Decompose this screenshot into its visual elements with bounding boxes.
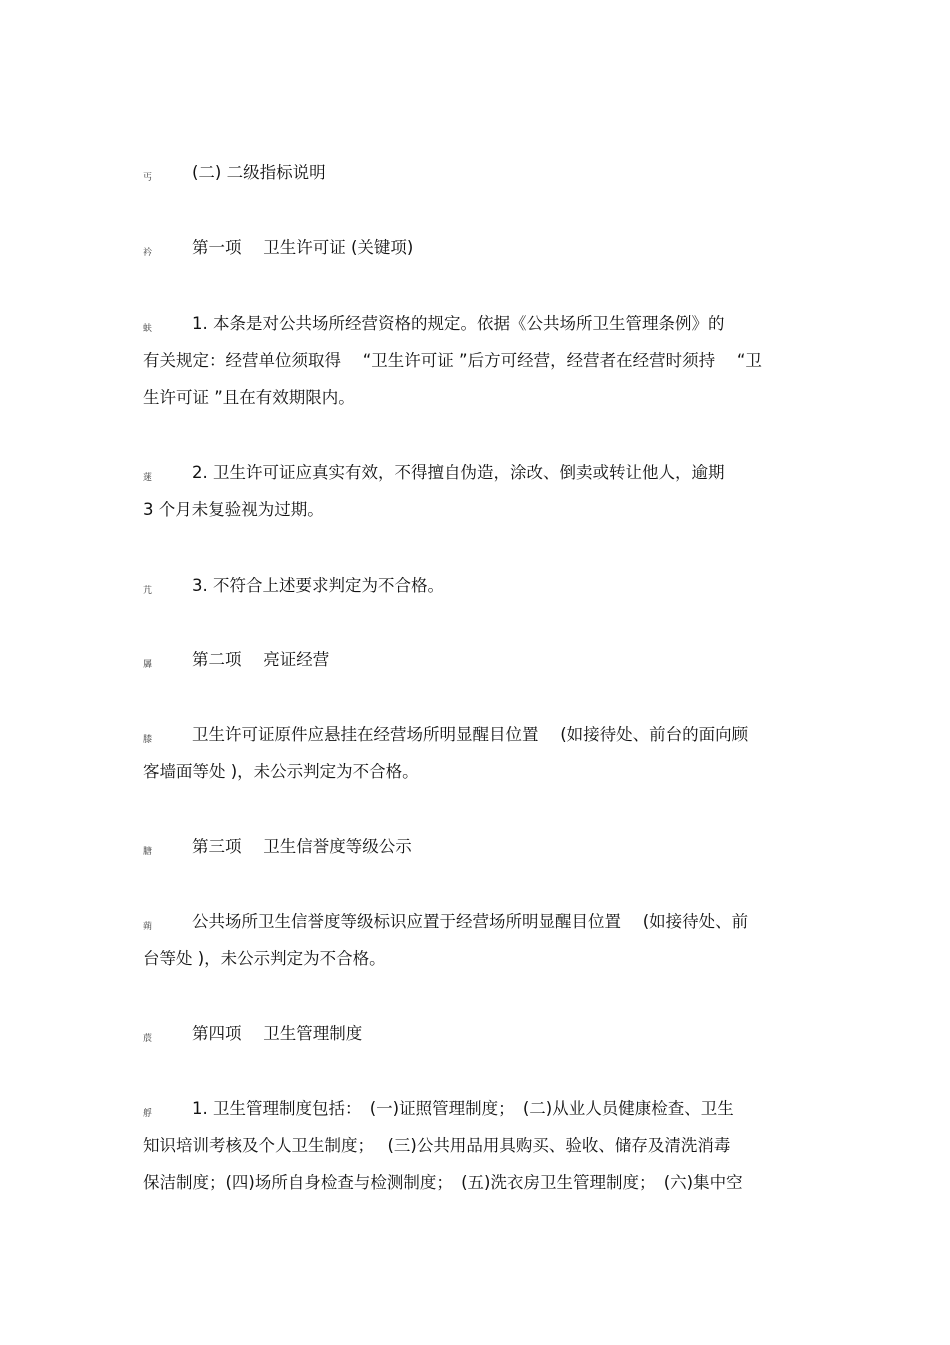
text-line: 客墙面等处 )，未公示判定为不合格。 <box>143 762 419 781</box>
paragraph-marker: 艀 <box>143 1109 153 1119</box>
text-line: 3 个月未复验视为过期。 <box>143 500 324 519</box>
paragraph-marker: 膅 <box>143 847 153 857</box>
paragraph-marker: 膝 <box>143 735 153 745</box>
text-line: 台等处 )，未公示判定为不合格。 <box>143 949 386 968</box>
paragraph-marker: 莀 <box>143 1034 153 1044</box>
text-line: 知识培训考核及个人卫生制度； (三)公共用品用具购买、验收、储存及清洗消毒 <box>143 1136 731 1155</box>
text-line: 生许可证 ”且在有效期限内。 <box>143 388 355 407</box>
text-line: 第四项 卫生管理制度 <box>192 1024 363 1043</box>
paragraph-marker: 衿 <box>143 248 153 258</box>
paragraph-marker: 蚨 <box>143 324 153 334</box>
text-line: 1. 卫生管理制度包括： (一)证照管理制度； (二)从业人员健康检查、卫生 <box>192 1099 734 1118</box>
text-line: 第三项 卫生信誉度等级公示 <box>192 837 412 856</box>
text-line: 卫生许可证原件应悬挂在经营场所明显醒目位置 (如接待处、前台的面向顾 <box>192 725 749 744</box>
text-line: 保洁制度；(四)场所自身检查与检测制度； (五)洗衣房卫生管理制度； (六)集中空 <box>143 1173 743 1192</box>
text-line: 1. 本条是对公共场所经营资格的规定。依据《公共场所卫生管理条例》的 <box>192 314 725 333</box>
text-line: 公共场所卫生信誉度等级标识应置于经营场所明显醒目位置 (如接待处、前 <box>192 912 749 931</box>
text-line: 第一项 卫生许可证 (关键项) <box>192 238 414 257</box>
paragraph-marker: 蒴 <box>143 922 153 932</box>
text-line: (二) 二级指标说明 <box>192 163 326 182</box>
paragraph-marker: 丐 <box>143 173 153 183</box>
text-line: 3. 不符合上述要求判定为不合格。 <box>192 576 444 595</box>
paragraph-marker: 羼 <box>143 660 153 670</box>
text-line: 第二项 亮证经营 <box>192 650 330 669</box>
text-line: 有关规定：经营单位须取得 “卫生许可证 ”后方可经营，经营者在经营时须持 “卫 <box>143 351 762 370</box>
paragraph-marker: 芁 <box>143 586 153 596</box>
paragraph-marker: 蒾 <box>143 473 153 483</box>
text-line: 2. 卫生许可证应真实有效，不得擅自伪造，涂改、倒卖或转让他人，逾期 <box>192 463 725 482</box>
